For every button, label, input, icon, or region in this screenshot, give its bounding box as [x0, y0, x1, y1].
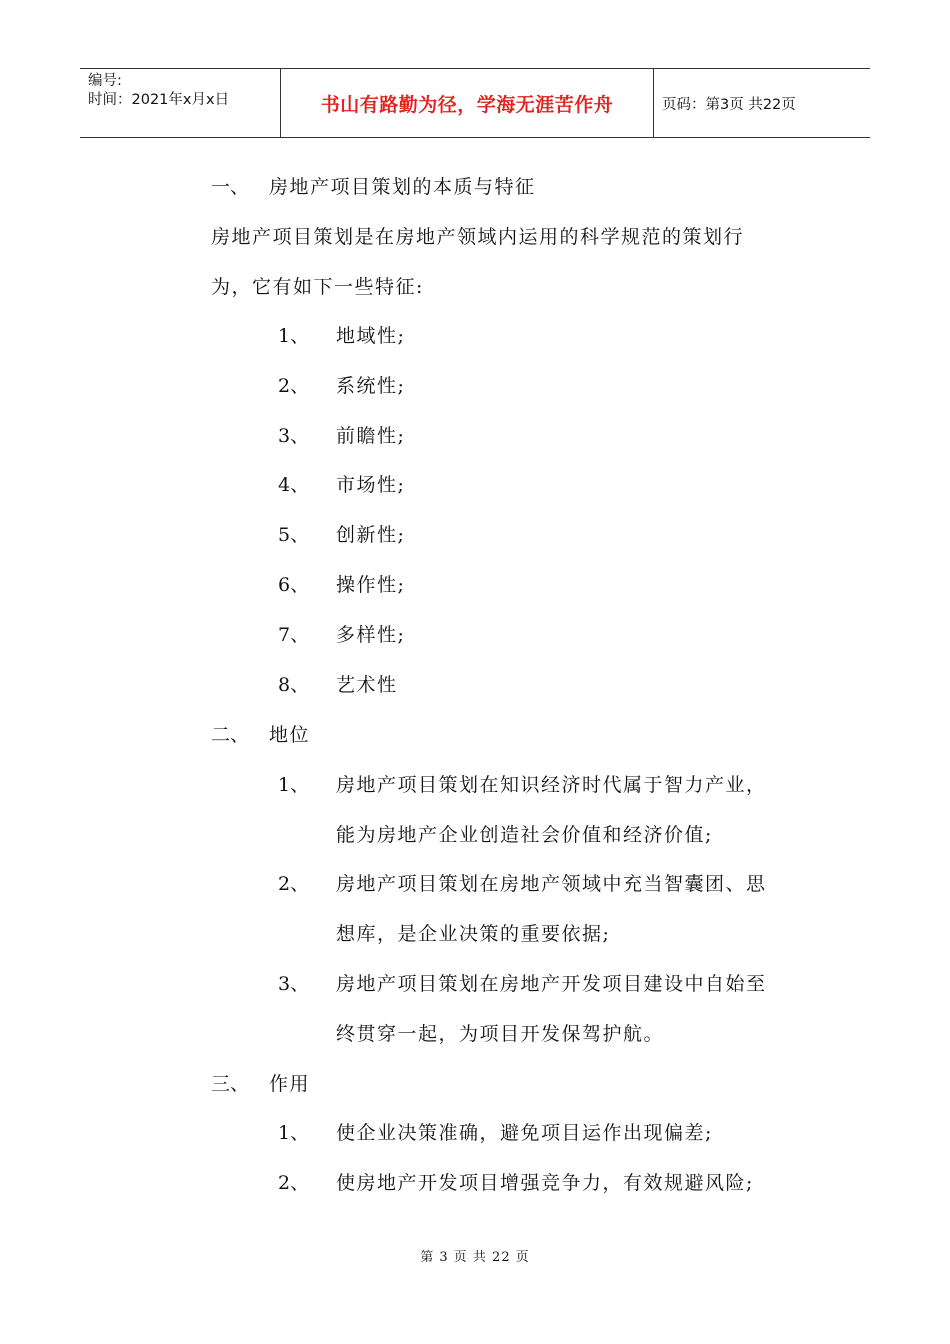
header-page-info: 页码：第3页 共22页: [662, 96, 796, 113]
list-item-text: 操作性;: [336, 574, 406, 596]
document-time-label: 时间：2021年x月x日: [88, 92, 230, 108]
list-item-text: 能为房地产企业创造社会价值和经济价值;: [336, 824, 713, 846]
list-item-text: 艺术性: [336, 674, 398, 696]
list-item-text: 房地产项目策划在房地产领域中充当智囊团、思: [336, 873, 767, 895]
section-number: 三、: [211, 1073, 250, 1095]
list-item-number: 6、: [278, 574, 310, 596]
paragraph-line: 房地产项目策划是在房地产领域内运用的科学规范的策划行: [211, 226, 745, 248]
header-motto: 书山有路勤为径，学海无涯苦作舟: [281, 69, 654, 137]
list-item-number: 1、: [278, 1122, 310, 1144]
list-item-number: 3、: [278, 973, 310, 995]
list-item-number: 2、: [278, 375, 310, 397]
list-item-number: 5、: [278, 524, 310, 546]
list-item-number: 1、: [278, 325, 310, 347]
list-item-text: 多样性;: [336, 624, 406, 646]
list-item-number: 2、: [278, 1172, 310, 1194]
list-item-text: 地域性;: [336, 325, 406, 347]
document-number-label: 编号:: [88, 73, 122, 89]
list-item-number: 8、: [278, 674, 310, 696]
list-item-number: 2、: [278, 873, 310, 895]
list-item-text: 房地产项目策划在知识经济时代属于智力产业，: [336, 774, 767, 796]
paragraph-line: 为，它有如下一些特征:: [211, 276, 424, 298]
list-item-number: 7、: [278, 624, 310, 646]
list-item-text: 使企业决策准确，避免项目运作出现偏差;: [336, 1122, 713, 1144]
list-item-number: 4、: [278, 474, 310, 496]
list-item-text: 市场性;: [336, 474, 406, 496]
list-item-text: 终贯穿一起，为项目开发保驾护航。: [336, 1023, 665, 1045]
list-item-text: 想库，是企业决策的重要依据;: [336, 923, 611, 945]
section-number: 一、: [211, 176, 250, 198]
list-item-number: 3、: [278, 425, 310, 447]
list-item-text: 系统性;: [336, 375, 406, 397]
section-title: 房地产项目策划的本质与特征: [269, 176, 536, 198]
list-item-text: 前瞻性;: [336, 425, 406, 447]
list-item-text: 房地产项目策划在房地产开发项目建设中自始至: [336, 973, 767, 995]
section-title: 作用: [269, 1073, 311, 1095]
list-item-number: 1、: [278, 774, 310, 796]
section-number: 二、: [211, 724, 250, 746]
page-footer: 第 3 页 共 22 页: [420, 1250, 530, 1265]
section-title: 地位: [269, 724, 311, 746]
list-item-text: 使房地产开发项目增强竞争力，有效规避风险;: [336, 1172, 754, 1194]
list-item-text: 创新性;: [336, 524, 406, 546]
